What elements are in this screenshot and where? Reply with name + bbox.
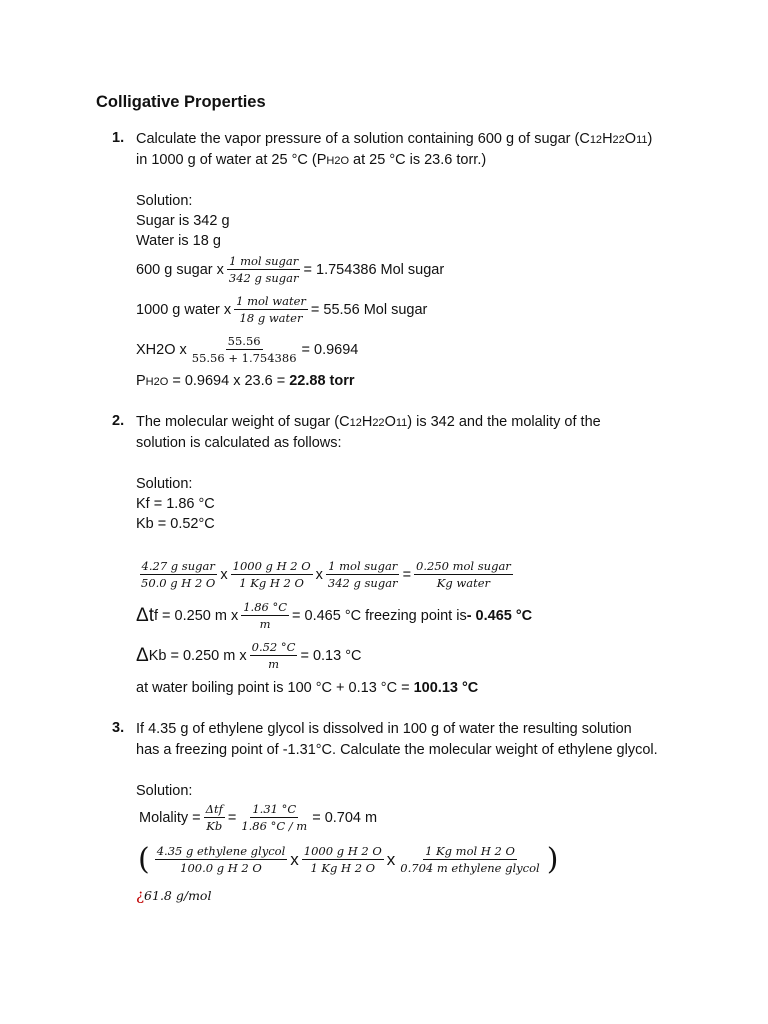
problem-3-question-line-2: has a freezing point of -1.31°C. Calculate the molecular weight of ethylene glycol. <box>136 742 658 758</box>
problem-2-kf: Kf = 1.86 °C <box>136 496 215 512</box>
problem-2-question-line-1: The molecular weight of sugar (C12H22O11) is 342 and the molality of the <box>136 414 601 430</box>
problem-2-freezing-point-equation: Δ t f = 0.250 m x $\frac{1.86 ^\circ C}{m}$ = 0.465 °C freezing point is - 0.465 °C <box>136 600 533 631</box>
problem-1-question-line-1: Calculate the vapor pressure of a solution containing 600 g of sugar (C12H22O11) <box>136 131 653 147</box>
problem-2-boiling-point-result: at water boiling point is 100 °C + 0.13 °C = 100.13 °C <box>136 680 479 696</box>
problem-1-equation-sugar-moles: 600 g sugar x $\frac{\text{1 mol sugar}}{\text{342 g sugar}}$ = 1.754386 Mol sugar <box>136 254 445 285</box>
problem-1-sugar-mass: Sugar is 342 g <box>136 213 230 229</box>
page-title: Colligative Properties <box>96 93 266 111</box>
problem-2-number: 2. <box>112 413 125 429</box>
problem-1-vapor-pressure-result: PH2O = 0.9694 x 23.6 = 22.88 torr <box>136 373 355 389</box>
problem-3-result: ¿61.8 g/mol <box>136 886 212 904</box>
problem-1-equation-mole-fraction: XH2O x $\frac{55.56}{55.56 + 1.754386}$ = 0.9694 <box>136 334 359 365</box>
problem-2-boiling-point-equation: Δ Kb = 0.250 m x $\frac{0.52 ^\circ C}{m}$ = 0.13 °C <box>136 640 362 671</box>
problem-1-water-mass: Water is 18 g <box>136 233 221 249</box>
problem-3-molecular-weight-chain: ( $\frac{\text{4.35 g ethylene glycol}}{\text{100.0 g H 2 O}}$ x $\frac{\text{1000 g H 2 O}}{\text{1 Kg H 2 O}}$ x $\frac{\text{1 Kg mol H 2 O}}{\text{0.704 m ethylene glycol}}$ ) <box>138 841 559 877</box>
problem-2-question-line-2: solution is calculated as follows: <box>136 435 342 451</box>
problem-1-solution-label: Solution: <box>136 193 193 209</box>
problem-2-molality-chain: $\frac{\text{4.27 g sugar}}{\text{50.0 g H 2 O}}$ x $\frac{\text{1000 g H 2 O}}{\text{1 Kg H 2 O}}$ x $\frac{\text{1 mol sugar}}{\text{342 g sugar}}$ = $\frac{\text{0.250 mol sugar}}{\text{Kg water}}$ <box>141 559 511 590</box>
problem-1-question-line-2: in 1000 g of water at 25 °C (PH2O at 25 °C is 23.6 torr.) <box>136 152 487 168</box>
problem-1-number: 1. <box>112 130 125 146</box>
problem-3-number: 3. <box>112 720 125 736</box>
problem-1-equation-water-moles: 1000 g water x $\frac{\text{1 mol water}}{\text{18 g water}}$ = 55.56 Mol sugar <box>136 294 428 325</box>
problem-3-solution-label: Solution: <box>136 783 193 799</box>
problem-3-molality-equation: Molality = $\frac{\text{Δtf}}{Kb}$ = $\frac{1.31 ^\circ C}{1.86 ^\circ C / m}$ = 0.704 m <box>139 802 378 833</box>
problem-3-question-line-1: If 4.35 g of ethylene glycol is dissolved in 100 g of water the resulting solution <box>136 721 632 737</box>
problem-2-kb: Kb = 0.52°C <box>136 516 215 532</box>
problem-2-solution-label: Solution: <box>136 476 193 492</box>
